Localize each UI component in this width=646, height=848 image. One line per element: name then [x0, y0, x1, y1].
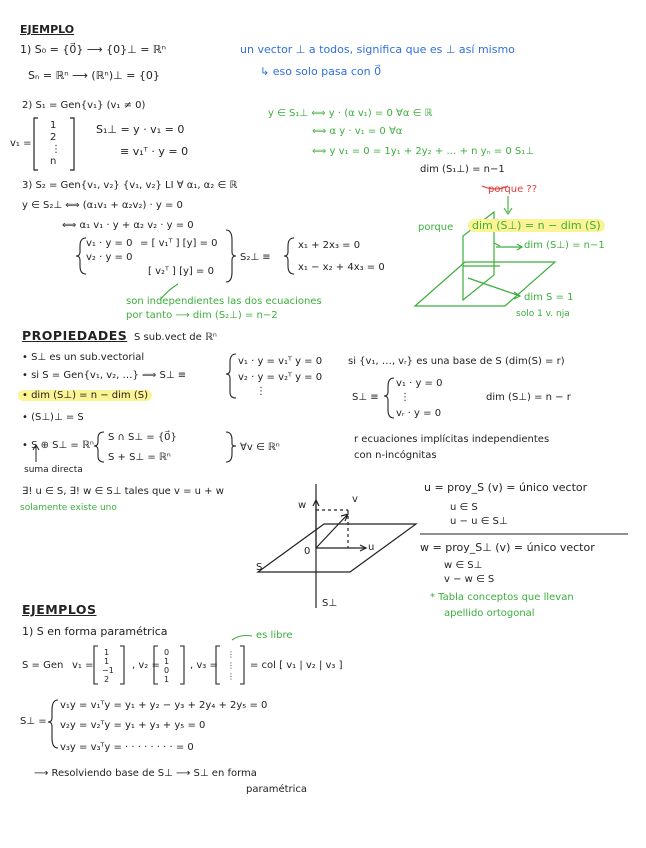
- prop-gen-eq: v₂ · y = v₂ᵀ y = 0: [238, 372, 323, 383]
- prop-direct-sum-eq: S + S⊥ = ℝⁿ: [108, 452, 171, 463]
- properties-subtitle: S sub.vect de ℝⁿ: [134, 332, 217, 343]
- rn-subspace-line: Sₙ = ℝⁿ ⟶ (ℝⁿ)⊥ = {0}: [28, 69, 160, 82]
- param-v2-entry: 0: [164, 648, 170, 657]
- final-line-1: ⟶ Resolviendo base de S⊥ ⟶ S⊥ en forma: [34, 768, 257, 779]
- example-title: EJEMPLO: [20, 23, 75, 36]
- system-brace: [76, 238, 86, 274]
- label-dim-perp: dim (S⊥) = n−1: [524, 240, 605, 251]
- label-origin: 0: [304, 546, 311, 557]
- proj-w-cond: v − w ∈ S: [444, 574, 495, 585]
- param-v1-entry: 1: [104, 657, 110, 666]
- properties-title: PROPIEDADES: [22, 328, 128, 343]
- case3-line2: ⟺ α₁ v₁ · y + α₂ v₂ · y = 0: [62, 220, 194, 231]
- basis-eq: vᵣ · y = 0: [396, 408, 442, 419]
- porque-label: porque: [418, 222, 454, 233]
- props-brace-3: [226, 432, 236, 462]
- case3-eq-a: v₁ · y = 0: [86, 238, 133, 249]
- s1-perp-def: S₁⊥ = y · v₁ = 0: [96, 123, 185, 136]
- base-brace: [384, 378, 394, 418]
- prop-direct-sum-forall: ∀v ∈ ℝⁿ: [240, 442, 280, 453]
- v1-entry: 1: [50, 120, 57, 131]
- v2-name: , v₂ =: [132, 660, 160, 671]
- system-brace-right: [226, 230, 236, 282]
- dim-relation-highlight: [468, 220, 605, 232]
- basis-dim: dim (S⊥) = n − r: [486, 392, 571, 403]
- param-v2-entry: 1: [164, 657, 170, 666]
- equiv-line-a: y ∈ S₁⊥ ⟺ y · (α v₁) = 0 ∀α ∈ ℝ: [268, 108, 433, 119]
- param-v1-entry: 1: [104, 648, 110, 657]
- sperp-eq-1: v₁y = v₁ᵀy = y₁ + y₂ − y₃ + 2y₄ + 2y₅ = 0: [60, 700, 268, 711]
- param-v3-entry: ⋮: [227, 650, 235, 659]
- s2-system-brace: [284, 238, 294, 274]
- prop-unique-decomp: ∃! u ∈ S, ∃! w ∈ S⊥ tales que v = u + w: [22, 486, 224, 497]
- param-v2-entry: 0: [164, 666, 170, 675]
- s2-system-eq2: x₁ − x₂ + 4x₃ = 0: [298, 262, 385, 273]
- note-only-zero: ↳ eso solo pasa con 0⃗: [260, 65, 382, 78]
- proj-w-def: w = proy_S⊥ (v) = único vector: [420, 541, 595, 554]
- label-u: u: [368, 542, 375, 553]
- s-gen-label: S = Gen: [22, 660, 64, 671]
- basis-eq: ⋮: [400, 392, 410, 403]
- prop-direct-sum-eq: S ∩ S⊥ = {0⃗}: [108, 432, 177, 443]
- v3-name: , v₃ =: [190, 660, 218, 671]
- param-v3-entry: ⋮: [227, 661, 235, 670]
- proj-u-def: u = proy_S (v) = único vector: [424, 481, 588, 494]
- basis-note-2: con n-incógnitas: [354, 450, 437, 461]
- sperp-eq-2: v₂y = v₂ᵀy = y₁ + y₃ + y₅ = 0: [60, 720, 206, 731]
- dim-s1-perp: dim (S₁⊥) = n−1: [420, 164, 505, 175]
- final-line-2: paramétrica: [246, 784, 308, 795]
- indep-conclusion: por tanto ⟶ dim (S₂⊥) = n−2: [126, 310, 278, 321]
- proj-u-cond: u ∈ S: [450, 502, 478, 513]
- v1-label: v₁ =: [10, 138, 32, 149]
- prop-dim-highlight: [18, 390, 152, 402]
- dim-relation: dim (S⊥) = n − dim (S): [468, 219, 605, 232]
- param-v1-entry: 2: [104, 675, 110, 684]
- matrix-bracket-left: [34, 118, 38, 170]
- s2-system-eq1: x₁ + 2x₃ = 0: [298, 240, 361, 251]
- param-v2-entry: 1: [164, 675, 170, 684]
- projection-diagram: [258, 484, 416, 608]
- equiv-line-b: ⟺ α y · v₁ = 0 ∀α: [312, 126, 403, 137]
- case2-heading: 2) S₁ = Gen{v₁} (v₁ ≠ 0): [22, 100, 146, 111]
- prop-dim: • dim (S⊥) = n − dim (S): [18, 390, 152, 401]
- proj-w-cond: w ∈ S⊥: [444, 560, 483, 571]
- param-v1-entry: −1: [102, 666, 114, 675]
- case3-heading: 3) S₂ = Gen{v₁, v₂} {v₁, v₂} LI ∀ α₁, α₂ ∈ ℝ: [22, 180, 238, 191]
- examples-title: EJEMPLOS: [22, 602, 97, 617]
- table-note-2: apellido ortogonal: [444, 608, 535, 619]
- case3-matrix-1: = [ v₁ᵀ ] [y] = 0: [140, 238, 218, 249]
- label-w: w: [298, 500, 307, 511]
- s1-perp-def-2: ≡ v₁ᵀ · y = 0: [120, 145, 189, 158]
- basis-perp-label: S⊥ ≡: [352, 392, 379, 403]
- prop-direct-sum: • S ⊕ S⊥ = ℝⁿ: [22, 440, 94, 451]
- props-brace-2: [94, 432, 104, 462]
- unique-note: solamente existe uno: [20, 503, 117, 513]
- label-one-vector: solo 1 v. nja: [516, 309, 570, 319]
- v1-name: v₁ =: [72, 660, 94, 671]
- indep-note: son independientes las dos ecuaciones: [126, 296, 322, 307]
- label-v: v: [352, 494, 358, 505]
- v1-entry: ⋮: [51, 144, 61, 155]
- prop-double-perp: • (S⊥)⊥ = S: [22, 412, 84, 423]
- prop-subspace: • S⊥ es un sub.vectorial: [22, 352, 145, 363]
- libre-note: es libre: [256, 630, 293, 641]
- green-arrow-libre: [232, 636, 252, 641]
- case3-eq-b: v₂ · y = 0: [86, 252, 133, 263]
- prop-gen-eq: ⋮: [256, 386, 266, 397]
- v1-entry: 2: [50, 132, 57, 143]
- sperp-eq-3: v₃y = v₃ᵀy = · · · · · · · · = 0: [60, 742, 194, 753]
- porque-question: porque ??: [488, 184, 538, 195]
- proj-u-cond: u − u ∈ S⊥: [450, 516, 508, 527]
- label-plane-s: S: [256, 562, 263, 573]
- props-brace: [226, 354, 236, 398]
- equiv-line-c: ⟺ y v₁ = 0 = 1y₁ + 2y₂ + … + n yₙ = 0 S₁⊥: [312, 146, 534, 157]
- s2-perp-label: S₂⊥ ≡: [240, 252, 271, 263]
- prop-gen: • si S = Gen{v₁, v₂, …} ⟹ S⊥ ≡: [22, 370, 187, 381]
- zero-subspace-line: 1) S₀ = {0⃗} ⟶ {0}⊥ = ℝⁿ: [20, 43, 167, 56]
- param-v3-entry: ⋮: [227, 672, 235, 681]
- examples-subtitle: 1) S en forma paramétrica: [22, 625, 168, 638]
- basis-note-1: r ecuaciones implícitas independientes: [354, 434, 550, 445]
- label-s-perp: S⊥: [322, 598, 338, 609]
- v1-entry: n: [50, 156, 57, 167]
- label-dim-s: dim S = 1: [524, 292, 574, 303]
- table-note-1: * Tabla conceptos que llevan: [430, 592, 574, 603]
- note-orthogonal-self: un vector ⊥ a todos, significa que es ⊥ así mismo: [240, 43, 515, 56]
- case3-matrix-2: [ v₂ᵀ ] [y] = 0: [148, 266, 214, 277]
- basis-line: si {v₁, …, vᵣ} es una base de S (dim(S) = r): [348, 356, 565, 367]
- col-matrix: = col [ v₁ | v₂ | v₃ ]: [250, 660, 343, 671]
- sperp-label: S⊥ =: [20, 716, 47, 727]
- prop-gen-eq: v₁ · y = v₁ᵀ y = 0: [238, 356, 323, 367]
- suma-directa-label: suma directa: [24, 465, 83, 475]
- basis-eq: v₁ · y = 0: [396, 378, 443, 389]
- matrix-bracket-right: [70, 118, 74, 170]
- case3-line1: y ∈ S₂⊥ ⟺ (α₁v₁ + α₂v₂) · y = 0: [22, 200, 183, 211]
